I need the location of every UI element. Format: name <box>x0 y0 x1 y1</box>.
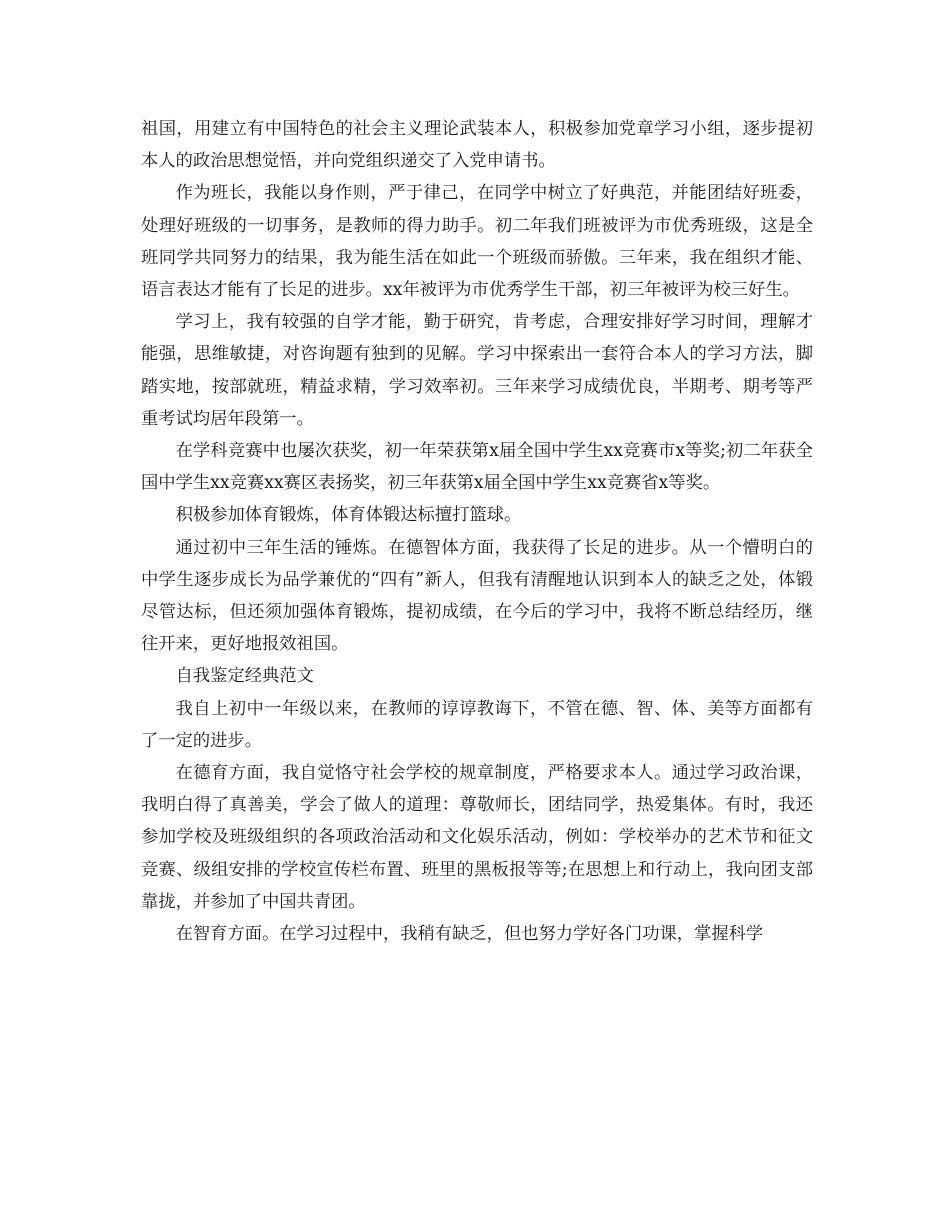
paragraph-5: 积极参加体育锻炼，体育体锻达标擅打篮球。 <box>175 505 522 526</box>
paragraph-4: 在学科竞赛中也屡次获奖，初一年荣获第x届全国中学生xx竞赛市x等奖;初二年获全国中学生xx竞赛xx赛区表扬奖，初三年获第x届全国中学生xx竞赛省x等奖。 <box>141 441 813 494</box>
paragraph-3: 学习上，我有较强的自学才能，勤于研究，肯考虑，合理安排好学习时间，理解才能强，思维敏捷，对咨询题有独到的见解。学习中探索出一套符合本人的学习方法，脚踏实地，按部就班，精益求精，学习效率初。三年来学习成绩优良，半期考、期考等严重考试均居年段第一。 <box>141 312 813 429</box>
paragraph-9: 在智育方面。在学习过程中，我稍有缺乏，但也努力学好各门功课，掌握科学 <box>175 924 764 945</box>
paragraph-2: 作为班长，我能以身作则，严于律己，在同学中树立了好典范，并能团结好班委，处理好班级的一切事务，是教师的得力助手。初二年我们班被评为市优秀班级，这是全班同学共同努力的结果，我为能生活在如此一个班级而骄傲。三年来，我在组织才能、语言表达才能有了长足的进步。xx年被评为市优秀学生干部，初三年被评为校三好生。 <box>141 183 813 301</box>
paragraph-6: 通过初中三年生活的锤炼。在德智体方面，我获得了长足的进步。从一个懵明白的中学生逐步成长为品学兼优的“四有”新人，但我有清醒地认识到本人的缺乏之处，体锻尽管达标，但还须加强体育锻炼，提初成绩，在今后的学习中，我将不断总结经历，继往开来，更好地报效祖国。 <box>141 537 813 655</box>
section-heading: 自我鉴定经典范文 <box>175 666 314 687</box>
document-body <box>141 113 813 950</box>
paragraph-8: 在德育方面，我自觉恪守社会学校的规章制度，严格要求本人。通过学习政治课，我明白得了真善美，学会了做人的道理：尊敬师长，团结同学，热爱集体。有时，我还参加学校及班级组织的各项政治活动和文化娱乐活动，例如：学校举办的艺术节和征文竞赛、级组安排的学校宣传栏布置、班里的黑板报等等;在思想上和行动上，我向团支部靠拢，并参加了中国共青团。 <box>141 763 813 912</box>
paragraph-1: 祖国，用建立有中国特色的社会主义理论武装本人，积极参加党章学习小组，逐步提初本人的政治思想觉悟，并向党组织递交了入党申请书。 <box>141 119 813 172</box>
paragraph-7: 我自上初中一年级以来，在教师的谆谆教诲下，不管在德、智、体、美等方面都有了一定的进步。 <box>141 698 813 751</box>
